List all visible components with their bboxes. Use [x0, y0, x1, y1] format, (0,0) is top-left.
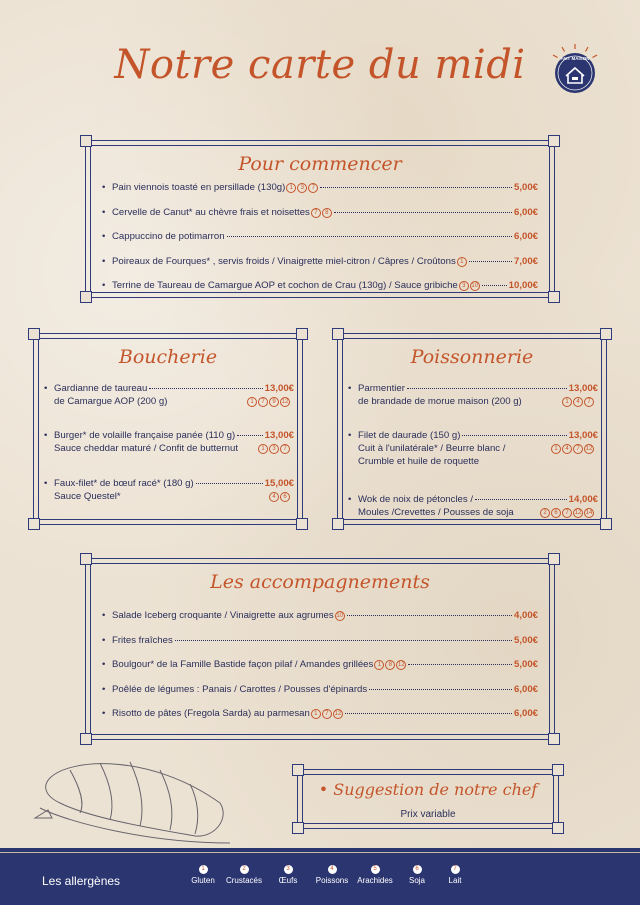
badge-text: FAIT MAISON [560, 56, 590, 61]
menu-item [102, 182, 538, 193]
dot-leader [462, 435, 566, 436]
allergen-marker: 1 [374, 660, 384, 670]
allergen-marker: 7 [562, 508, 572, 518]
menu-item-allergens [550, 443, 594, 454]
starter-title: Pour commencer [238, 153, 402, 175]
dot-leader [175, 640, 512, 641]
menu-item-name: Boulgour* de la Famille Bastide façon pilaf / Amandes grillées [112, 659, 374, 670]
menu-item-price: 5,00€ [513, 659, 538, 670]
menu-item-allergens [456, 256, 467, 267]
menu-item-name: Cappuccino de potimarron [112, 231, 225, 242]
sides-title: Les accompagnements [210, 571, 430, 593]
dot-leader [369, 689, 512, 690]
allergen-marker: 10 [471, 283, 479, 289]
house-icon [548, 42, 602, 96]
bullet: • [102, 280, 106, 291]
bullet: • [102, 255, 106, 267]
dot-leader [407, 388, 567, 389]
menu-item-allergens [285, 182, 318, 193]
menu-item [102, 635, 538, 646]
menu-item-price: 6,00€ [513, 708, 538, 719]
menu-item-allergens [257, 443, 290, 454]
bullet: • [348, 430, 352, 441]
menu-item [348, 494, 598, 505]
allergen-marker: 12 [574, 510, 582, 516]
dot-leader [320, 187, 512, 188]
allergen-name: Œufs [278, 876, 298, 885]
allergen-marker: 10 [336, 613, 344, 619]
allergen-marker: 8 [322, 208, 332, 218]
allergen-marker: 12 [334, 711, 342, 717]
menu-item [102, 207, 538, 218]
allergen-marker: 1 [457, 257, 467, 267]
bullet: • [102, 206, 106, 218]
suggestion-title: • Suggestion de notre chef [318, 780, 538, 799]
menu-item-allergens [561, 396, 594, 407]
menu-item-name: Frites fraîches [112, 634, 173, 646]
menu-item [102, 231, 538, 242]
allergen-number: 3 [284, 865, 293, 874]
menu-item-name: Filet de daurade (150 g) [358, 430, 461, 441]
menu-item-detail: Crumble et huile de roquette [358, 456, 480, 467]
bullet: • [102, 683, 106, 695]
menu-item [102, 659, 538, 670]
dot-leader [237, 435, 263, 436]
dot-leader [345, 713, 512, 714]
suggestion-subtitle: Prix variable [400, 809, 456, 820]
menu-item-allergens [268, 491, 290, 502]
menu-item [44, 430, 294, 441]
allergen-name: Poissons [315, 876, 349, 885]
menu-item-name: Poireaux de Fourques* , servis froids / Vinaigrette miel-citron / Câpres / Croûtons [112, 255, 456, 267]
allergen-marker: 1 [551, 444, 561, 454]
menu-item-price: 13,00€ [568, 383, 598, 394]
allergen-name: Lait [448, 876, 462, 885]
allergen-marker: 8 [385, 660, 395, 670]
menu-item-price: 10,00€ [508, 280, 538, 291]
allergen-marker: 7 [311, 208, 321, 218]
menu-item-detail: Sauce Questel* [54, 491, 121, 502]
allergen-name: Gluten [191, 876, 215, 885]
menu-item-detail: Cuit à l'unilatérale* / Beurre blanc / [358, 443, 506, 454]
bullet: • [102, 659, 106, 670]
menu-item-price: 6,00€ [513, 231, 538, 242]
allergen-legend-item [266, 865, 310, 885]
menu-item [44, 478, 294, 489]
allergen-marker: 6 [280, 492, 290, 502]
menu-item [102, 708, 538, 719]
menu-item [44, 383, 294, 394]
dot-leader [334, 212, 512, 213]
dot-leader [227, 236, 512, 237]
menu-item-name: Burger* de volaille française panée (110 g) [54, 430, 236, 441]
allergen-label: Les allergènes [42, 874, 121, 888]
allergen-name: Arachides [357, 876, 393, 885]
menu-item-name: Cervelle de Canut* au chèvre frais et noisettes [112, 206, 310, 218]
menu-item-price: 14,00€ [568, 494, 598, 505]
menu-item [102, 684, 538, 695]
allergen-marker: 12 [281, 399, 289, 405]
menu-item-allergens [458, 280, 480, 291]
menu-item-name: Wok de noix de pétoncles / [358, 494, 474, 505]
dot-leader [482, 285, 507, 286]
menu-item-name: Pain viennois toasté en persillade (130g) [112, 182, 286, 193]
allergen-marker: 7 [573, 444, 583, 454]
allergen-footer [0, 848, 640, 905]
allergen-marker: 4 [562, 444, 572, 454]
allergen-marker: 2 [540, 508, 550, 518]
allergen-marker: 7 [308, 183, 318, 193]
menu-item-allergens [334, 610, 345, 621]
allergen-marker: 1 [311, 709, 321, 719]
allergen-legend-item [433, 865, 477, 885]
allergen-marker: 9 [269, 397, 279, 407]
bullet: • [44, 383, 48, 394]
allergen-name: Soja [408, 876, 425, 885]
allergen-marker: 7 [280, 444, 290, 454]
menu-item-price: 5,00€ [513, 182, 538, 193]
dot-leader [196, 483, 263, 484]
menu-item-price: 15,00€ [264, 478, 294, 489]
menu-item [102, 256, 538, 267]
menu-item [348, 430, 598, 441]
allergen-marker: 6 [551, 508, 561, 518]
menu-item-name: Parmentier [358, 383, 405, 394]
sides-panel [85, 558, 555, 740]
allergen-legend-item [353, 865, 397, 885]
menu-item-name: Terrine de Taureau de Camargue AOP et cochon de Crau (130g) / Sauce gribiche [112, 280, 458, 291]
menu-item-price: 6,00€ [513, 206, 538, 218]
poissonnerie-panel [337, 333, 607, 525]
boucherie-panel [33, 333, 303, 525]
allergen-legend-item [181, 865, 225, 885]
poissonnerie-title: Poissonnerie [410, 346, 534, 368]
bullet: • [102, 610, 106, 621]
allergen-marker: 12 [397, 662, 405, 668]
menu-item-allergens [539, 507, 594, 518]
bullet: • [102, 634, 106, 646]
menu-item-name: Faux-filet* de bœuf racé* (180 g) [54, 478, 194, 489]
menu-item-detail: Moules /Crevettes / Pousses de soja [358, 507, 514, 518]
allergen-number: 7 [451, 865, 460, 874]
dot-leader [469, 261, 512, 262]
allergen-marker: 1 [562, 397, 572, 407]
menu-item-allergens [246, 396, 290, 407]
allergen-marker: 1 [286, 183, 296, 193]
allergen-number: 1 [199, 865, 208, 874]
dot-leader [347, 615, 512, 616]
menu-item-name: Risotto de pâtes (Fregola Sarda) au parmesan [112, 708, 310, 719]
menu-item-allergens [310, 207, 332, 218]
allergen-marker: 1 [247, 397, 257, 407]
menu-item-price: 4,00€ [513, 610, 538, 621]
allergen-name: Crustacés [225, 876, 262, 885]
page-title: Notre carte du midi [114, 42, 526, 88]
menu-item-price: 13,00€ [264, 383, 294, 394]
allergen-marker: 3 [269, 444, 279, 454]
dot-leader [149, 388, 262, 389]
menu-item-price: 6,00€ [513, 683, 538, 695]
menu-item-detail: de brandade de morue maison (200 g) [358, 396, 522, 407]
boucherie-title: Boucherie [118, 346, 218, 368]
dot-leader [408, 664, 512, 665]
starter-panel [85, 140, 555, 298]
allergen-marker: 7 [322, 709, 332, 719]
menu-item-price: 5,00€ [513, 634, 538, 646]
allergen-number: 4 [328, 865, 337, 874]
allergen-marker: 7 [258, 397, 268, 407]
dot-leader [475, 499, 567, 500]
allergen-number: 5 [371, 865, 380, 874]
bullet: • [102, 708, 106, 719]
menu-item-allergens [310, 708, 343, 719]
allergen-marker: 3 [297, 183, 307, 193]
menu-item-price: 7,00€ [513, 255, 538, 267]
allergen-marker: 7 [584, 397, 594, 407]
menu-item [348, 383, 598, 394]
allergen-marker: 14 [585, 510, 593, 516]
menu-item-name: Salade Iceberg croquante / Vinaigrette aux agrumes [112, 610, 334, 621]
menu-item [102, 280, 538, 291]
menu-item [102, 610, 538, 621]
menu-item-detail: Sauce cheddar maturé / Confit de butternut [54, 443, 238, 454]
menu-item-name: Poêlée de légumes : Panais / Carottes / Pousses d'épinards [112, 683, 368, 695]
bullet: • [44, 430, 48, 441]
menu-item-name: Gardianne de taureau [54, 383, 148, 394]
allergen-marker: 1 [258, 444, 268, 454]
chef-suggestion-box [297, 769, 559, 829]
allergen-marker: 4 [573, 397, 583, 407]
bullet: • [102, 182, 106, 193]
allergen-marker: 3 [459, 281, 469, 291]
menu-item-allergens [373, 659, 406, 670]
bullet: • [102, 231, 106, 242]
menu-item-detail: de Camargue AOP (200 g) [54, 396, 168, 407]
bullet: • [44, 478, 48, 489]
bullet: • [348, 494, 352, 505]
allergen-legend-item [222, 865, 266, 885]
allergen-marker: 12 [585, 446, 593, 452]
bullet: • [348, 383, 352, 394]
allergen-marker: 4 [269, 492, 279, 502]
fait-maison-badge [548, 42, 602, 96]
menu-item-price: 13,00€ [264, 430, 294, 441]
allergen-number: 6 [413, 865, 422, 874]
menu-item-price: 13,00€ [568, 430, 598, 441]
allergen-legend-item [310, 865, 354, 885]
meat-illustration [30, 748, 230, 848]
allergen-number: 2 [240, 865, 249, 874]
